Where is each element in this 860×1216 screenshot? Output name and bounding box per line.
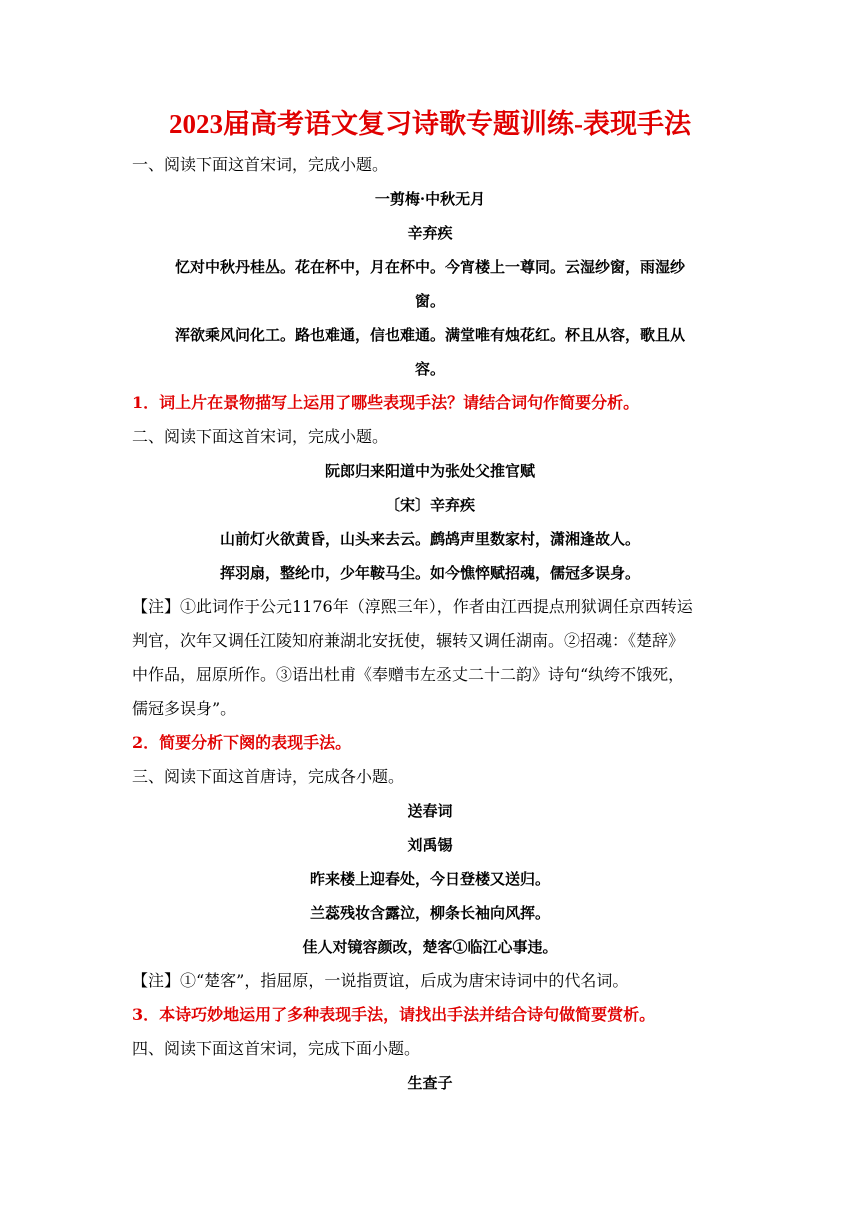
section-4-heading: 四、阅读下面这首宋词，完成下面小题。	[132, 1039, 421, 1058]
section-1-author: 辛弃疾	[407, 224, 453, 242]
section-2-poem-title: 阮郎归来阳道中为张处父推官赋	[324, 462, 535, 480]
question-3: 3．本诗巧妙地运用了多种表现手法，请找出手法并结合诗句做简要赏析。	[132, 1005, 656, 1024]
section-1-poem-title: 一剪梅·中秋无月	[374, 190, 486, 208]
section-3-author: 刘禹锡	[407, 836, 453, 854]
document-page	[132, 104, 728, 1100]
section-3-heading: 三、阅读下面这首唐诗，完成各小题。	[132, 767, 405, 786]
section-3-note: 【注】①“楚客”，指屈原，一说指贾谊，后成为唐宋诗词中的代名词。	[132, 971, 629, 990]
document-title: 2023届高考语文复习诗歌专题训练-表现手法	[169, 109, 691, 139]
section-2-note-line: 儒冠多误身”。	[132, 699, 237, 718]
section-3-poem-line: 兰蕊残妆含露泣，柳条长袖向风挥。	[309, 904, 550, 922]
section-2-heading: 二、阅读下面这首宋词，完成小题。	[132, 427, 389, 446]
question-1: 1．词上片在景物描写上运用了哪些表现手法？请结合词句作简要分析。	[132, 393, 640, 412]
section-4-poem-title: 生查子	[407, 1074, 453, 1092]
section-1-poem-line: 窗。	[414, 292, 445, 310]
section-3-poem-line: 昨来楼上迎春处，今日登楼又送归。	[309, 870, 550, 888]
section-1-heading: 一、阅读下面这首宋词，完成小题。	[132, 155, 389, 174]
section-1-poem-line: 浑欲乘风问化工。路也难通，信也难通。满堂唯有烛花红。杯且从容，歌且从	[174, 326, 685, 344]
section-2-note-line: 中作品，屈原所作。③语出杜甫《奉赠韦左丞丈二十二韵》诗句“纨绔不饿死，	[132, 665, 685, 684]
section-2-poem-line: 挥羽扇，整纶巾，少年鞍马尘。如今憔悴赋招魂，儒冠多误身。	[219, 564, 640, 582]
section-2-note-line: 【注】①此词作于公元1176年（淳熙三年），作者由江西提点刑狱调任京西转运	[132, 597, 693, 616]
section-3-poem-title: 送春词	[407, 802, 453, 820]
section-1-poem-line: 容。	[414, 360, 445, 378]
question-2: 2．简要分析下阕的表现手法。	[132, 733, 352, 752]
section-3-poem-line: 佳人对镜容颜改，楚客①临江心事违。	[302, 938, 558, 956]
section-2-author: 〔宋〕辛弃疾	[384, 496, 475, 514]
section-2-poem-line: 山前灯火欲黄昏，山头来去云。鹧鸪声里数家村，潇湘逢故人。	[219, 530, 640, 548]
section-1-poem-line: 忆对中秋丹桂丛。花在杯中，月在杯中。今宵楼上一尊同。云湿纱窗，雨湿纱	[174, 258, 685, 276]
section-2-note-line: 判官，次年又调任江陵知府兼湖北安抚使，辗转又调任湖南。②招魂：《楚辞》	[132, 631, 685, 650]
